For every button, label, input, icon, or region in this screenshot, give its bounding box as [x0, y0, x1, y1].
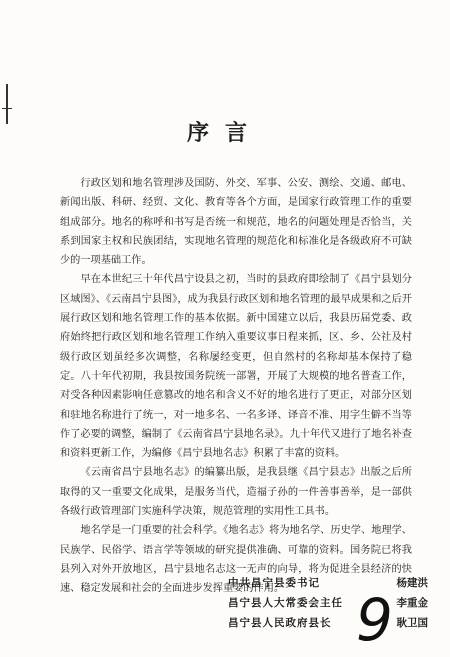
paragraph-4: 地名学是一门重要的社会科学。《地名志》将为地名学、历史学、地理学、民族学、民俗学、语言学等领域的研究提供准确、可靠的资料。国务院已将我县列入对外开放地区，昌宁县地名志这一无声的向导，将为促进全县经济的快速、稳定发展和社会的全面进步发挥重要的作用。 — [60, 525, 412, 595]
signature-name: 杨建洪 — [396, 577, 428, 589]
signature-name: 耿卫国 — [396, 617, 428, 629]
paragraph-3: 《云南省昌宁县地名志》的编纂出版，是我县继《昌宁县志》出版之后所取得的又一重要文化成果，是服务当代，造福子孙的一件善事善举，是一部供各级行政管理部门实施科学决策，规范管理的实用性工具书。 — [60, 467, 412, 518]
handwritten-page-number: 9 — [356, 586, 393, 654]
margin-tick — [2, 108, 12, 109]
signature-role: 昌宁县人大常委会主任 — [228, 597, 343, 609]
signature-role: 昌宁县人民政府县长 — [228, 617, 332, 629]
body-text — [60, 174, 412, 599]
paragraph-1: 行政区划和地名管理涉及国防、外交、军事、公安、测绘、交通、邮电、新闻出版、科研、经贸、文化、教育等各个方面，是国家行政管理工作的重要组成部分。地名的称呼和书写是否统一和规范，地名的问题处理是否恰当，关系到国家主权和民族团结，实现地名管理的规范化和标准化是各级政府不可缺少的一项基础工作。 — [60, 178, 412, 267]
signature-row — [228, 593, 428, 613]
signature-role: 中共昌宁县委书记 — [228, 577, 320, 589]
signature-block — [228, 573, 428, 633]
signature-row — [228, 573, 428, 593]
signature-name: 李重金 — [396, 597, 428, 609]
signature-row — [228, 613, 428, 633]
page-title: 序言 — [186, 121, 263, 146]
paragraph-2: 早在本世纪三十年代昌宁设县之初，当时的县政府即绘制了《昌宁县划分区域图》、《云南昌宁县图》，成为我县行政区划和地名管理的最早成果和之后开展行政区划和地名管理工作的基本依据。新中国建立以后，我县历届党委、政府始终把行政区划和地名管理工作纳入重要议事日程来抓，区、乡、公社及村级行政区划虽经多次调整，名称屡经变更，但自然村的名称却基本保持了稳定。八十年代初期，我县按国务院统一部署，开展了大规模的地名普查工作，对受各种因素影响任意篡改的地名和含义不好的地名进行了更正，对部分区划和驻地名称进行了统一，对一地多名、一名多译、译音不准、用字生僻不当等作了必要的调整，编制了《云南省昌宁县地名录》。九十年代又进行了地名补查和资料更新工作，为编修《昌宁县地名志》积累了丰富的资料。 — [60, 274, 412, 460]
